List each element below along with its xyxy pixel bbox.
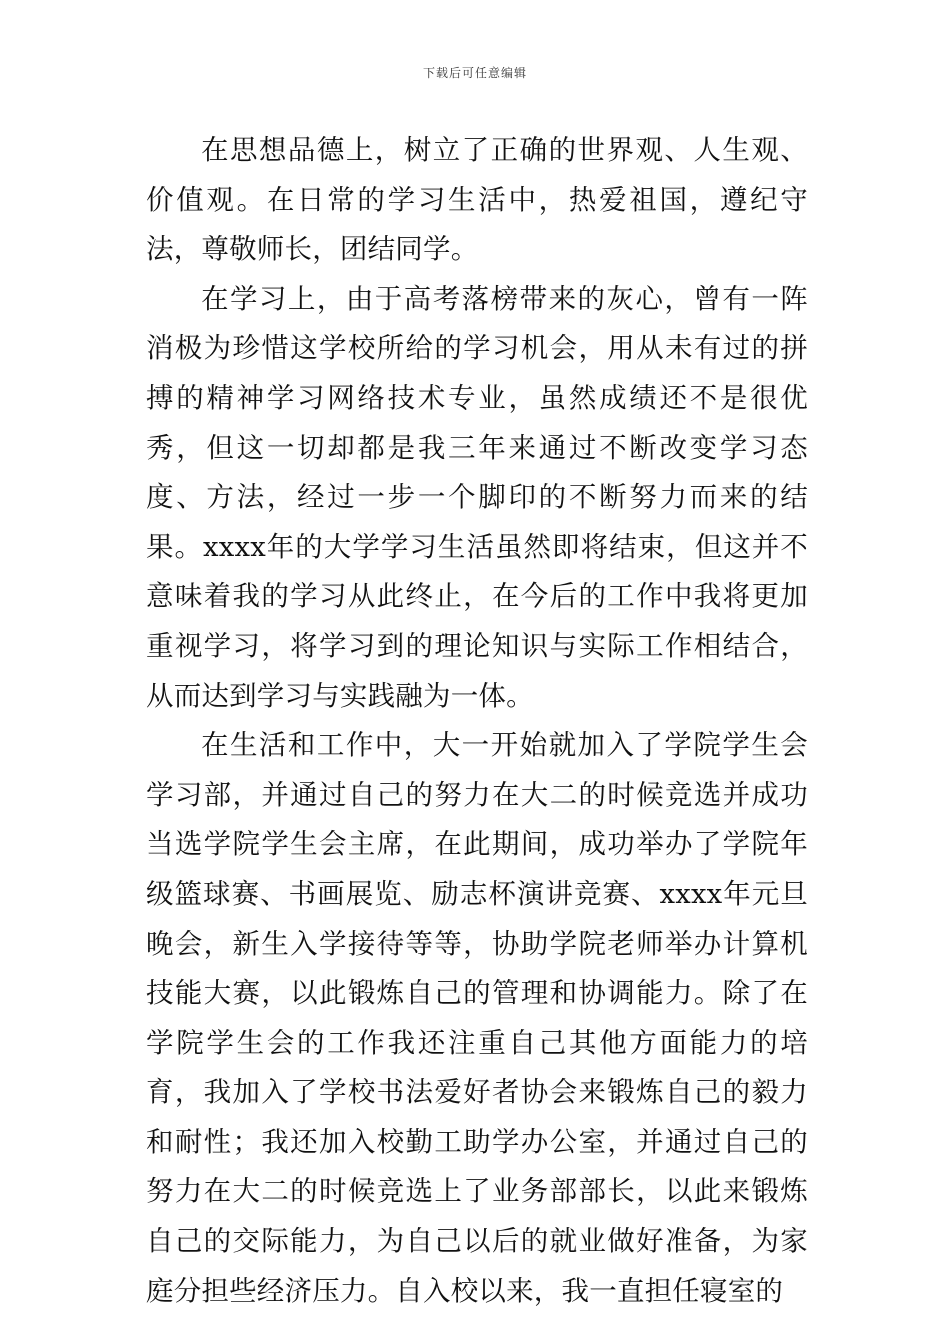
header-note: 下载后可任意编辑 — [422, 66, 527, 80]
paragraph-moral: 在思想品德上，树立了正确的世界观、人生观、价值观。在日常的学习生活中，热爱祖国，遵纪守法，尊敬师长，团结同学。 — [146, 134, 808, 266]
paragraph-study: 在学习上，由于高考落榜带来的灰心，曾有一阵消极为珍惜这学校所给的学习机会，用从未有过的拼搏的精神学习网络技术专业，虽然成绩还不是很优秀，但这一切却都是我三年来通过不断改变学习态度、方法，经过一步一个脚印的不断努力而来的结果。xxxx年的大学学习生活虽然即将结束，但这并不意味着我的学习从此终止，在今后的工作中我将更加重视学习，将学习到的理论知识与实际工作相结合，从而达到学习与实践融为一体。 — [146, 282, 808, 712]
paragraph-life-work: 在生活和工作中，大一开始就加入了学院学生会学习部，并通过自己的努力在大二的时候竞选并成功当选学院学生会主席，在此期间，成功举办了学院年级篮球赛、书画展览、励志杯演讲竞赛、xxxx年元旦晚会，新生入学接待等等，协助学院老师举办计算机技能大赛，以此锻炼自己的管理和协调能力。除了在学院学生会的工作我还注重自己其他方面能力的培育，我加入了学校书法爱好者协会来锻炼自己的毅力和耐性；我还加入校勤工助学办公室，并通过自己的努力在大二的时候竞选上了业务部部长，以此来锻炼自己的交际能力，为自己以后的就业做好准备，为家庭分担些经济压力。自入校以来，我一直担任寝室的 — [146, 729, 808, 1307]
document-body — [146, 126, 808, 1316]
